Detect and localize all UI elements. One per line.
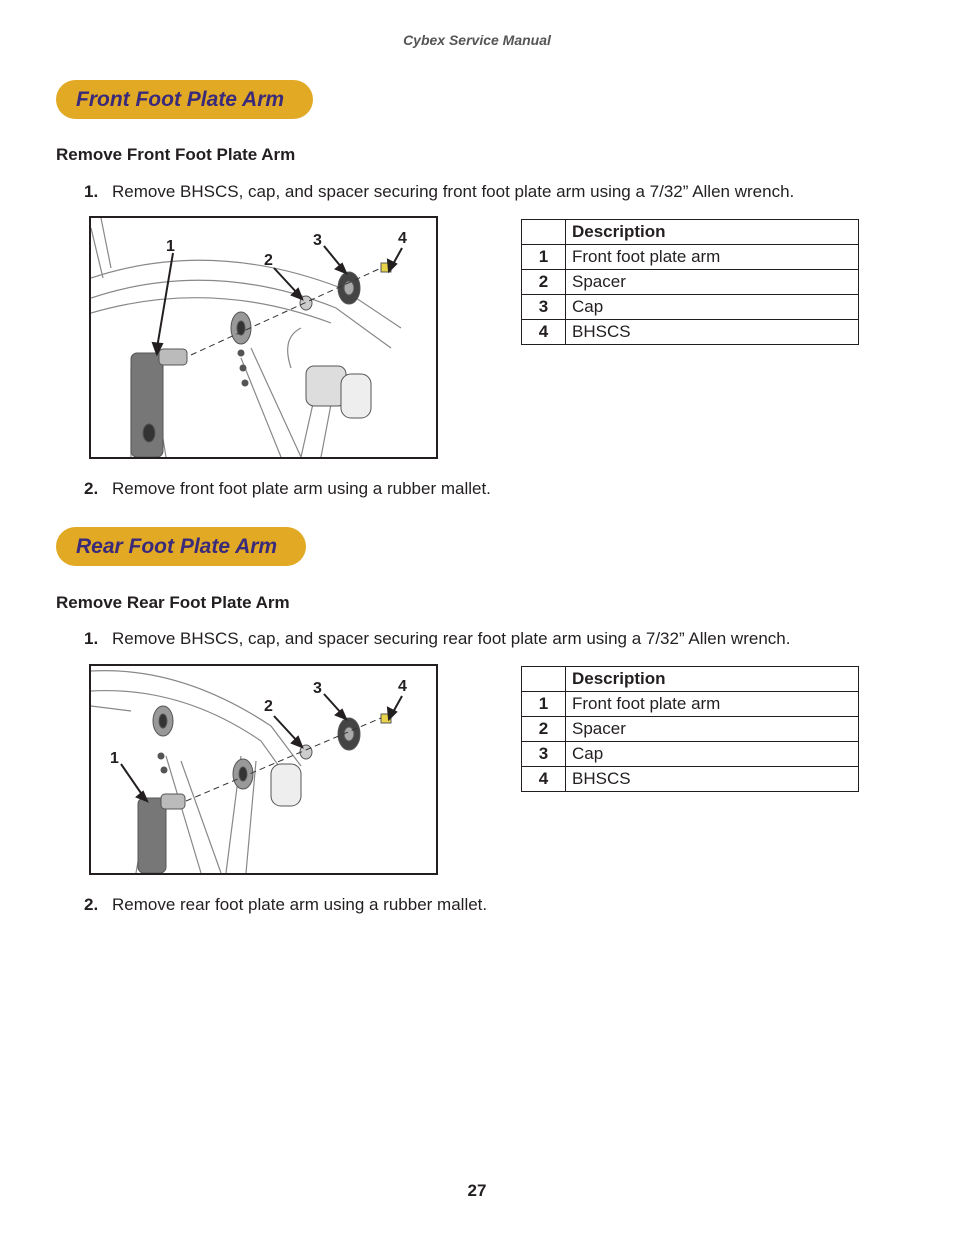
step-number: 2. [84,895,99,914]
row-desc: Cap [566,295,859,320]
subheading-rear: Remove Rear Foot Plate Arm [56,593,290,612]
table-row [522,295,859,320]
table-row [522,320,859,345]
row-desc: Spacer [566,717,859,742]
row-desc: Cap [566,742,859,767]
callout-4: 4 [398,678,407,695]
figure-rear-foot-plate-arm [89,664,438,875]
step-front-2 [84,479,491,499]
section-heading-front: Front Foot Plate Arm [56,80,313,119]
row-num: 1 [522,245,566,270]
table-row [522,767,859,792]
callout-1: 1 [110,750,119,767]
table-header-description: Description [566,667,859,692]
row-desc: Front foot plate arm [566,692,859,717]
row-desc: BHSCS [566,320,859,345]
row-desc: BHSCS [566,767,859,792]
row-num: 4 [522,320,566,345]
table-header-num [522,220,566,245]
row-desc: Spacer [566,270,859,295]
callout-2: 2 [264,698,273,715]
manual-title: Cybex Service Manual [403,32,551,48]
table-row [522,742,859,767]
step-text: Remove BHSCS, cap, and spacer securing front foot plate arm using a 7/32” Allen wrench. [112,182,795,201]
row-num: 2 [522,270,566,295]
step-front-1 [84,182,794,202]
exploded-view-illustration [91,666,436,873]
table-row [522,692,859,717]
table-header-description: Description [566,220,859,245]
step-text: Remove rear foot plate arm using a rubber mallet. [112,895,488,914]
page-number: 27 [467,1181,487,1200]
callout-4: 4 [398,230,407,247]
parts-table-front [521,219,859,345]
table-header-row [522,220,859,245]
row-num: 1 [522,692,566,717]
callout-3: 3 [313,680,322,697]
step-number: 2. [84,479,99,498]
figure-front-foot-plate-arm [89,216,438,459]
row-num: 4 [522,767,566,792]
table-row [522,245,859,270]
row-num: 3 [522,742,566,767]
step-number: 1. [84,182,99,201]
table-row [522,717,859,742]
callout-2: 2 [264,252,273,269]
table-header-num [522,667,566,692]
step-text: Remove front foot plate arm using a rubber mallet. [112,479,491,498]
exploded-view-illustration [91,218,436,457]
step-text: Remove BHSCS, cap, and spacer securing rear foot plate arm using a 7/32” Allen wrench. [112,629,791,648]
section-heading-rear: Rear Foot Plate Arm [56,527,306,566]
table-header-row [522,667,859,692]
callout-3: 3 [313,232,322,249]
step-rear-2 [84,895,487,915]
step-rear-1 [84,629,790,649]
row-desc: Front foot plate arm [566,245,859,270]
callout-1: 1 [166,238,175,255]
step-number: 1. [84,629,99,648]
subheading-front: Remove Front Foot Plate Arm [56,145,296,164]
parts-table-rear [521,666,859,792]
row-num: 2 [522,717,566,742]
table-row [522,270,859,295]
row-num: 3 [522,295,566,320]
